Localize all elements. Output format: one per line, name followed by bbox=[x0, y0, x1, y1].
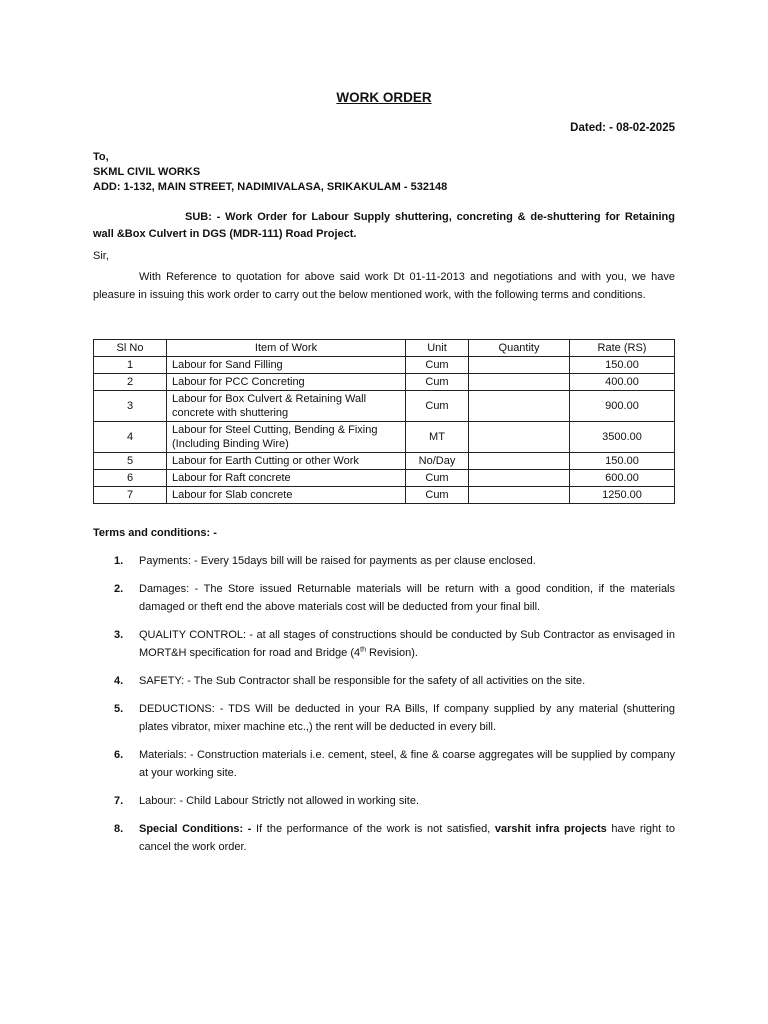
table-row bbox=[94, 470, 675, 487]
cell-unit: Cum bbox=[406, 391, 469, 422]
term-number: 3. bbox=[114, 629, 124, 641]
cell-unit: Cum bbox=[406, 487, 469, 504]
term-item bbox=[93, 700, 675, 736]
term-text: Materials: - Construction materials i.e. cement, steel, & fine & coarse aggregates will be supplied by company at your working site. bbox=[139, 749, 675, 779]
term-text: Labour: - Child Labour Strictly not allowed in working site. bbox=[139, 795, 420, 807]
term-item bbox=[93, 552, 675, 570]
cell-item: Labour for PCC Concreting bbox=[167, 374, 406, 391]
company-name: varshit infra projects bbox=[494, 823, 607, 835]
table-header-row bbox=[94, 340, 675, 357]
table-row bbox=[94, 487, 675, 504]
cell-sl: 2 bbox=[94, 374, 167, 391]
subject-first: SUB: - Work Order for Labour Supply shuttering, concreting & de-shuttering for Retaining wall bbox=[93, 211, 675, 240]
cell-sl: 1 bbox=[94, 357, 167, 374]
to-label: To, bbox=[93, 151, 109, 163]
cell-rate: 900.00 bbox=[570, 391, 675, 422]
header-unit: Unit bbox=[406, 340, 469, 357]
term-text: If the performance of the work is not satisfied, bbox=[251, 823, 495, 835]
header-quantity: Quantity bbox=[469, 340, 570, 357]
cell-quantity bbox=[469, 453, 570, 470]
term-text: DEDUCTIONS: - TDS Will be deducted in your RA Bills, If company supplied by any material (shuttering plates vibrator, mixer machine etc.,) the rent will be deducted in every bill. bbox=[139, 703, 675, 733]
table-row bbox=[94, 357, 675, 374]
terms-heading: Terms and conditions: - bbox=[93, 527, 217, 539]
cell-quantity bbox=[469, 391, 570, 422]
term-item bbox=[93, 626, 675, 662]
table-row bbox=[94, 453, 675, 470]
cell-sl: 4 bbox=[94, 422, 167, 453]
cell-sl: 7 bbox=[94, 487, 167, 504]
subject-second: &Box Culvert in DGS (MDR-111) Road Project. bbox=[116, 228, 357, 240]
term-text: QUALITY CONTROL: - at all stages of constructions should be conducted by Sub Contractor as envisaged in MORT&H specification for road and Bridge (4 bbox=[139, 629, 675, 659]
cell-item: Labour for Raft concrete bbox=[167, 470, 406, 487]
term-item bbox=[93, 580, 675, 616]
term-number: 6. bbox=[114, 749, 124, 761]
term-number: 1. bbox=[114, 555, 124, 567]
cell-sl: 6 bbox=[94, 470, 167, 487]
term-number: 2. bbox=[114, 583, 124, 595]
cell-item: Labour for Slab concrete bbox=[167, 487, 406, 504]
term-number: 8. bbox=[114, 823, 124, 835]
work-items-table bbox=[93, 339, 675, 504]
header-rate: Rate (RS) bbox=[570, 340, 675, 357]
cell-quantity bbox=[469, 422, 570, 453]
header-item: Item of Work bbox=[167, 340, 406, 357]
term-item bbox=[93, 820, 675, 856]
document-title: WORK ORDER bbox=[336, 90, 432, 105]
cell-unit: MT bbox=[406, 422, 469, 453]
table-row bbox=[94, 374, 675, 391]
term-item bbox=[93, 672, 675, 690]
cell-sl: 5 bbox=[94, 453, 167, 470]
term-superscript: th bbox=[360, 646, 366, 654]
cell-quantity bbox=[469, 374, 570, 391]
terms-list bbox=[93, 552, 675, 866]
term-item bbox=[93, 746, 675, 782]
intro-paragraph bbox=[93, 268, 675, 304]
cell-unit: Cum bbox=[406, 357, 469, 374]
term-number: 5. bbox=[114, 703, 124, 715]
cell-rate: 150.00 bbox=[570, 453, 675, 470]
cell-rate: 400.00 bbox=[570, 374, 675, 391]
cell-quantity bbox=[469, 470, 570, 487]
term-text: Payments: - Every 15days bill will be raised for payments as per clause enclosed. bbox=[139, 555, 536, 567]
term-text-end: Revision). bbox=[365, 647, 418, 659]
intro-text: With Reference to quotation for above said work Dt 01-11-2013 and negotiations and with you, we have pleasure in issuing this work order to carry out the below mentioned work, with the following terms and conditions. bbox=[93, 271, 675, 301]
term-text: SAFETY: - The Sub Contractor shall be responsible for the safety of all activities on the site. bbox=[139, 675, 586, 687]
cell-rate: 600.00 bbox=[570, 470, 675, 487]
cell-unit: No/Day bbox=[406, 453, 469, 470]
term-text-end: have right to cancel the work order. bbox=[139, 823, 675, 853]
date-line: Dated: - 08-02-2025 bbox=[570, 122, 675, 134]
recipient-block bbox=[93, 150, 447, 195]
term-number: 7. bbox=[114, 795, 124, 807]
subject-line bbox=[93, 209, 675, 243]
table-row bbox=[94, 391, 675, 422]
cell-item: Labour for Earth Cutting or other Work bbox=[167, 453, 406, 470]
term-label: Special Conditions: - bbox=[139, 823, 252, 835]
term-number: 4. bbox=[114, 675, 124, 687]
cell-quantity bbox=[469, 487, 570, 504]
cell-quantity bbox=[469, 357, 570, 374]
recipient-address: ADD: 1-132, MAIN STREET, NADIMIVALASA, SRIKAKULAM - 532148 bbox=[93, 181, 448, 193]
cell-unit: Cum bbox=[406, 470, 469, 487]
table-row bbox=[94, 422, 675, 453]
term-text: Damages: - The Store issued Returnable materials will be return with a good condition, if the materials damaged or theft end the above materials cost will be deducted from your final bill. bbox=[139, 583, 675, 613]
salutation: Sir, bbox=[93, 250, 109, 262]
term-item bbox=[93, 792, 675, 810]
cell-item: Labour for Steel Cutting, Bending & Fixing (Including Binding Wire) bbox=[167, 422, 406, 453]
cell-item: Labour for Sand Filling bbox=[167, 357, 406, 374]
cell-rate: 1250.00 bbox=[570, 487, 675, 504]
cell-unit: Cum bbox=[406, 374, 469, 391]
recipient-name: SKML CIVIL WORKS bbox=[93, 166, 201, 178]
cell-item: Labour for Box Culvert & Retaining Wall concrete with shuttering bbox=[167, 391, 406, 422]
cell-sl: 3 bbox=[94, 391, 167, 422]
cell-rate: 3500.00 bbox=[570, 422, 675, 453]
cell-rate: 150.00 bbox=[570, 357, 675, 374]
header-sl-no: Sl No bbox=[94, 340, 167, 357]
